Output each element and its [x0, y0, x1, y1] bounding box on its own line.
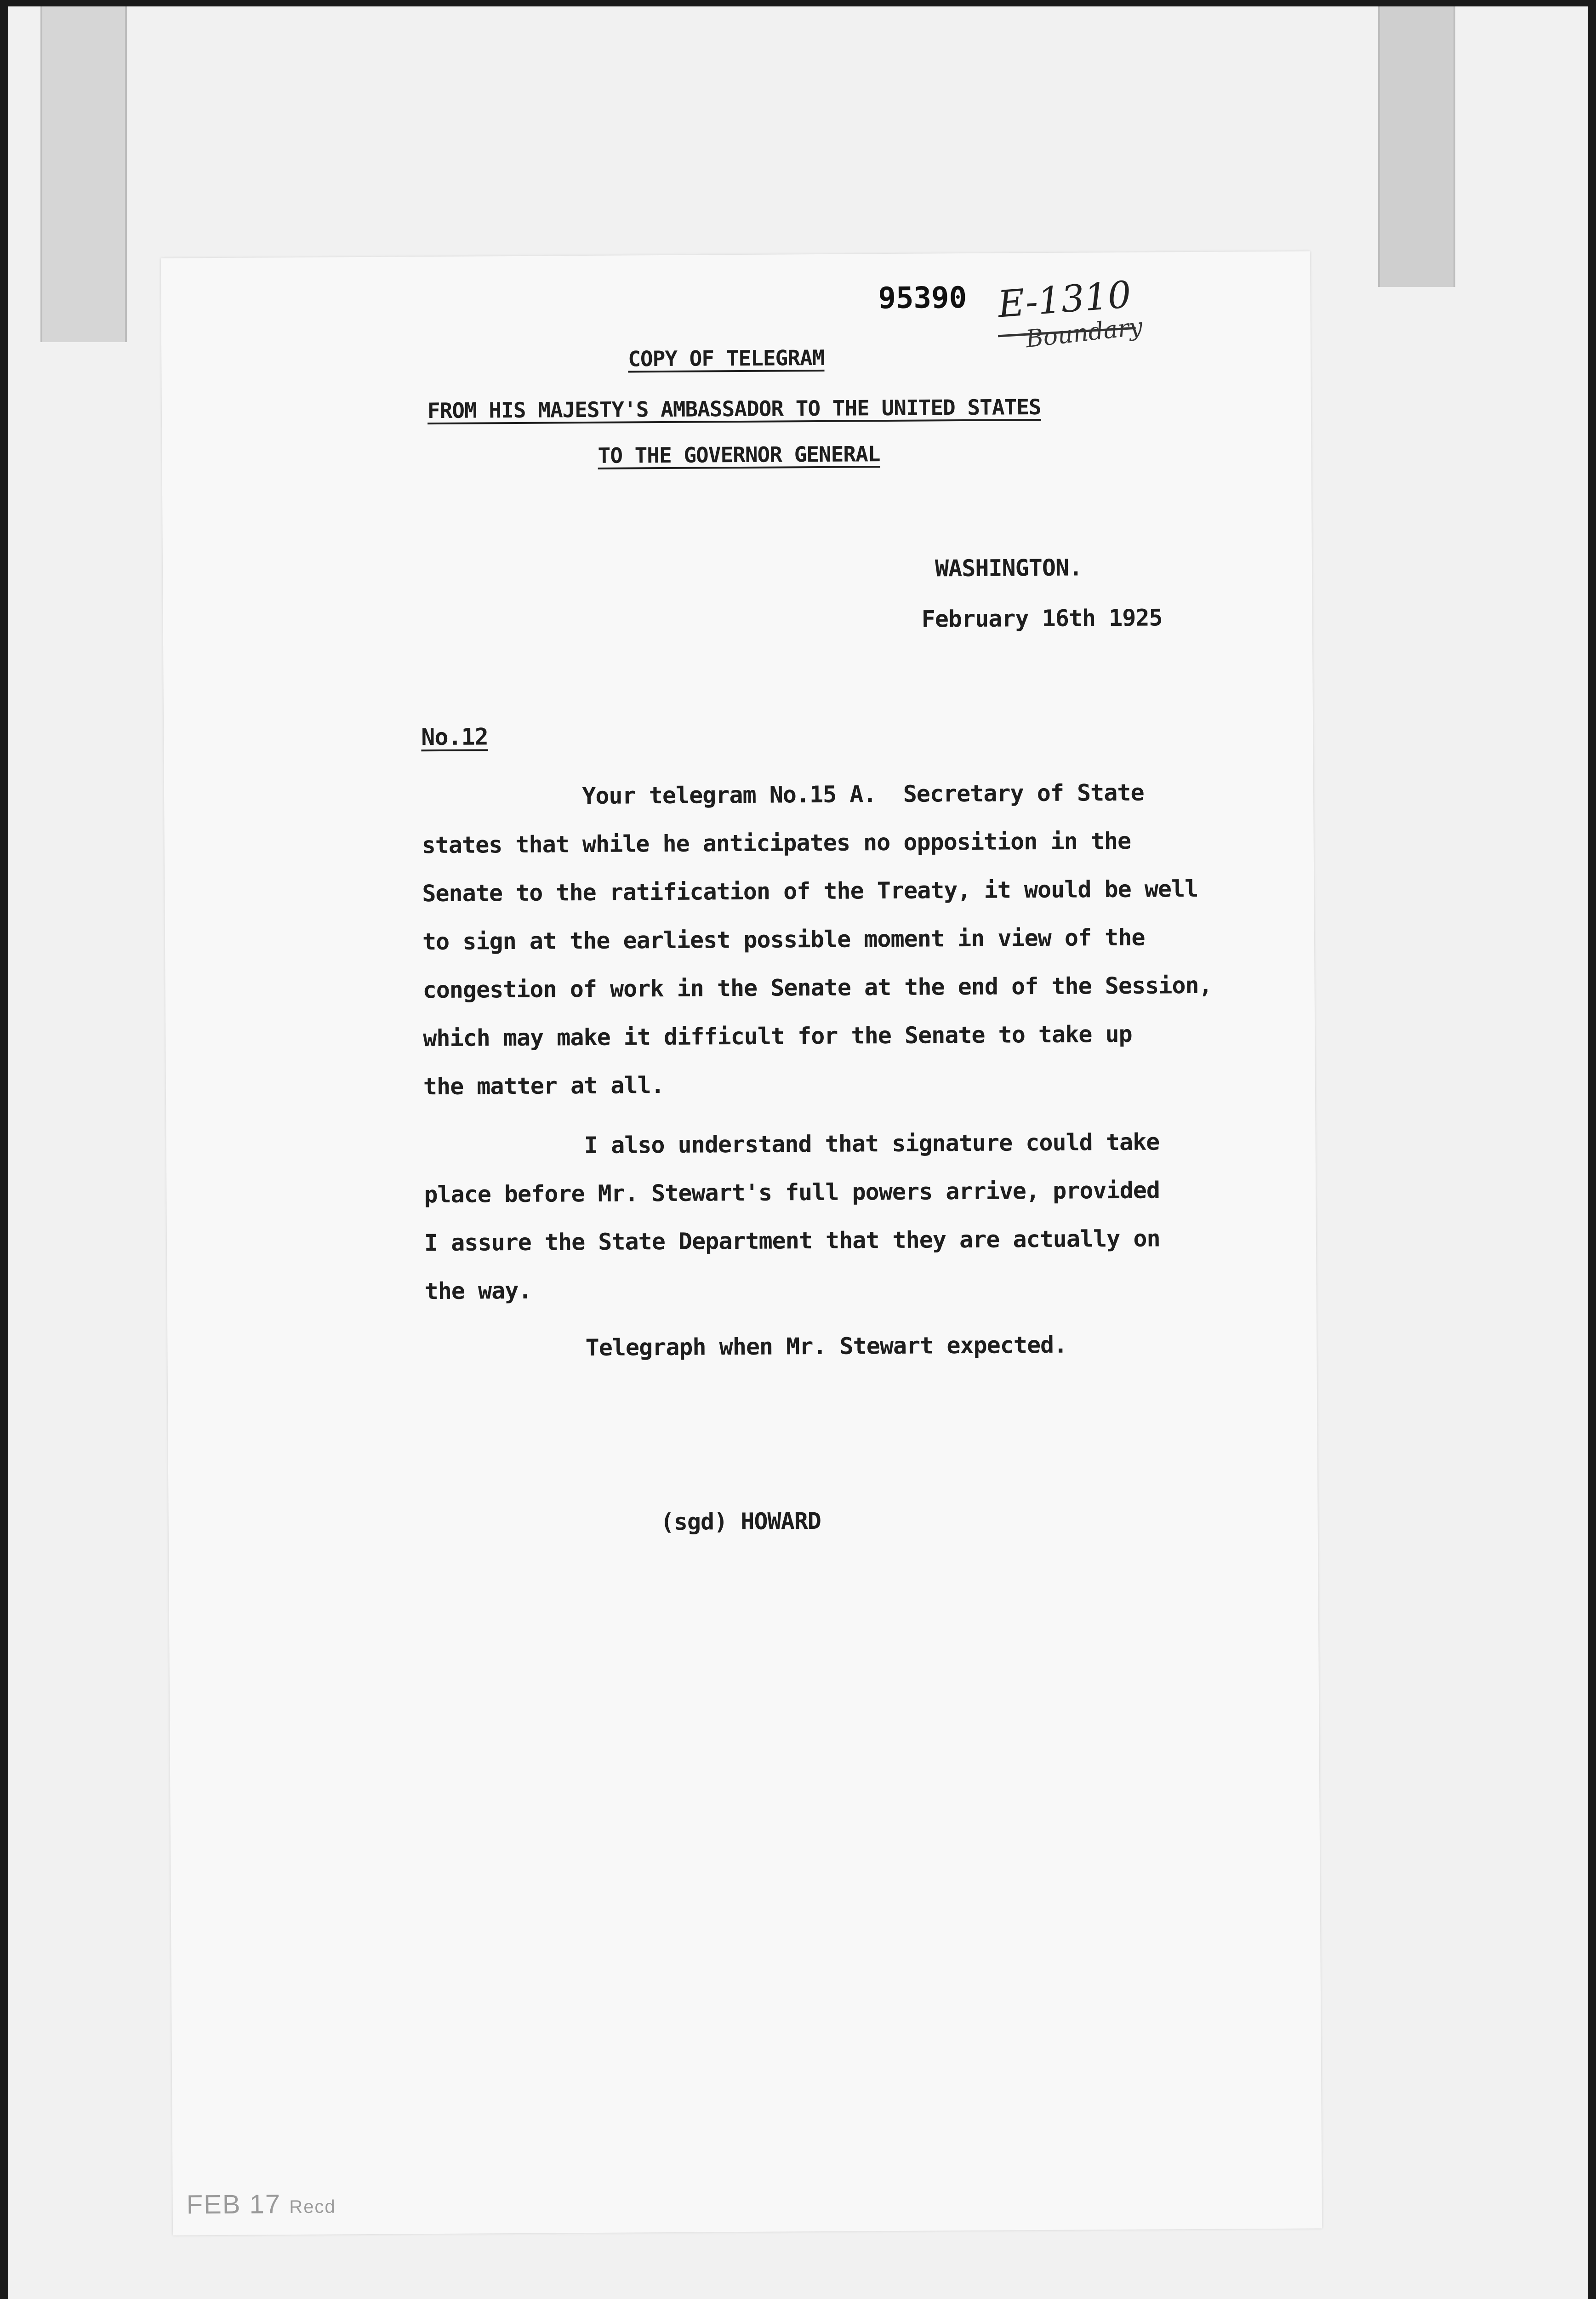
body-line: I assure the State Department that they are actually on — [424, 1225, 1160, 1257]
tape-strip-top-right — [1378, 6, 1455, 287]
received-label: Recd — [289, 2196, 336, 2218]
handwritten-subject-note: Boundary — [1024, 313, 1144, 354]
received-date-stamp — [187, 2188, 336, 2220]
dateline-date: February 16th 1925 — [921, 604, 1163, 633]
body-line: states that while he anticipates no opposition in the — [422, 827, 1131, 859]
body-line: to sign at the earliest possible moment in view of the — [422, 924, 1145, 955]
received-date: FEB 17 — [186, 2189, 281, 2220]
tape-strip-top-left — [40, 6, 127, 342]
header-to: TO THE GOVERNOR GENERAL — [598, 441, 880, 468]
scanned-page — [8, 6, 1588, 2299]
dateline-place: WASHINGTON. — [935, 554, 1083, 582]
body-line: congestion of work in the Senate at the end of the Session, — [422, 972, 1212, 1004]
body-line: the matter at all. — [423, 1072, 664, 1100]
body-line: Telegraph when Mr. Stewart expected. — [425, 1331, 1067, 1362]
telegram-reference-number: No.12 — [421, 723, 488, 751]
body-line: the way. — [424, 1277, 532, 1305]
body-line: Your telegram No.15 A. Secretary of State — [421, 779, 1144, 811]
body-line: place before Mr. Stewart's full powers arrive, provided — [424, 1177, 1160, 1208]
file-number-stamp: 95390 — [878, 280, 967, 316]
signature: (sgd) HOWARD — [660, 1507, 821, 1536]
telegram-sheet — [161, 251, 1322, 2235]
body-line: which may make it difficult for the Senate to take up — [423, 1020, 1132, 1052]
header-from: FROM HIS MAJESTY'S AMBASSADOR TO THE UNITED STATES — [427, 394, 1041, 423]
header-title: COPY OF TELEGRAM — [628, 345, 825, 372]
body-line: I also understand that signature could take — [423, 1128, 1160, 1160]
body-line: Senate to the ratification of the Treaty, it would be well — [422, 875, 1198, 907]
handwritten-file-mark: E-1310 — [996, 273, 1133, 326]
